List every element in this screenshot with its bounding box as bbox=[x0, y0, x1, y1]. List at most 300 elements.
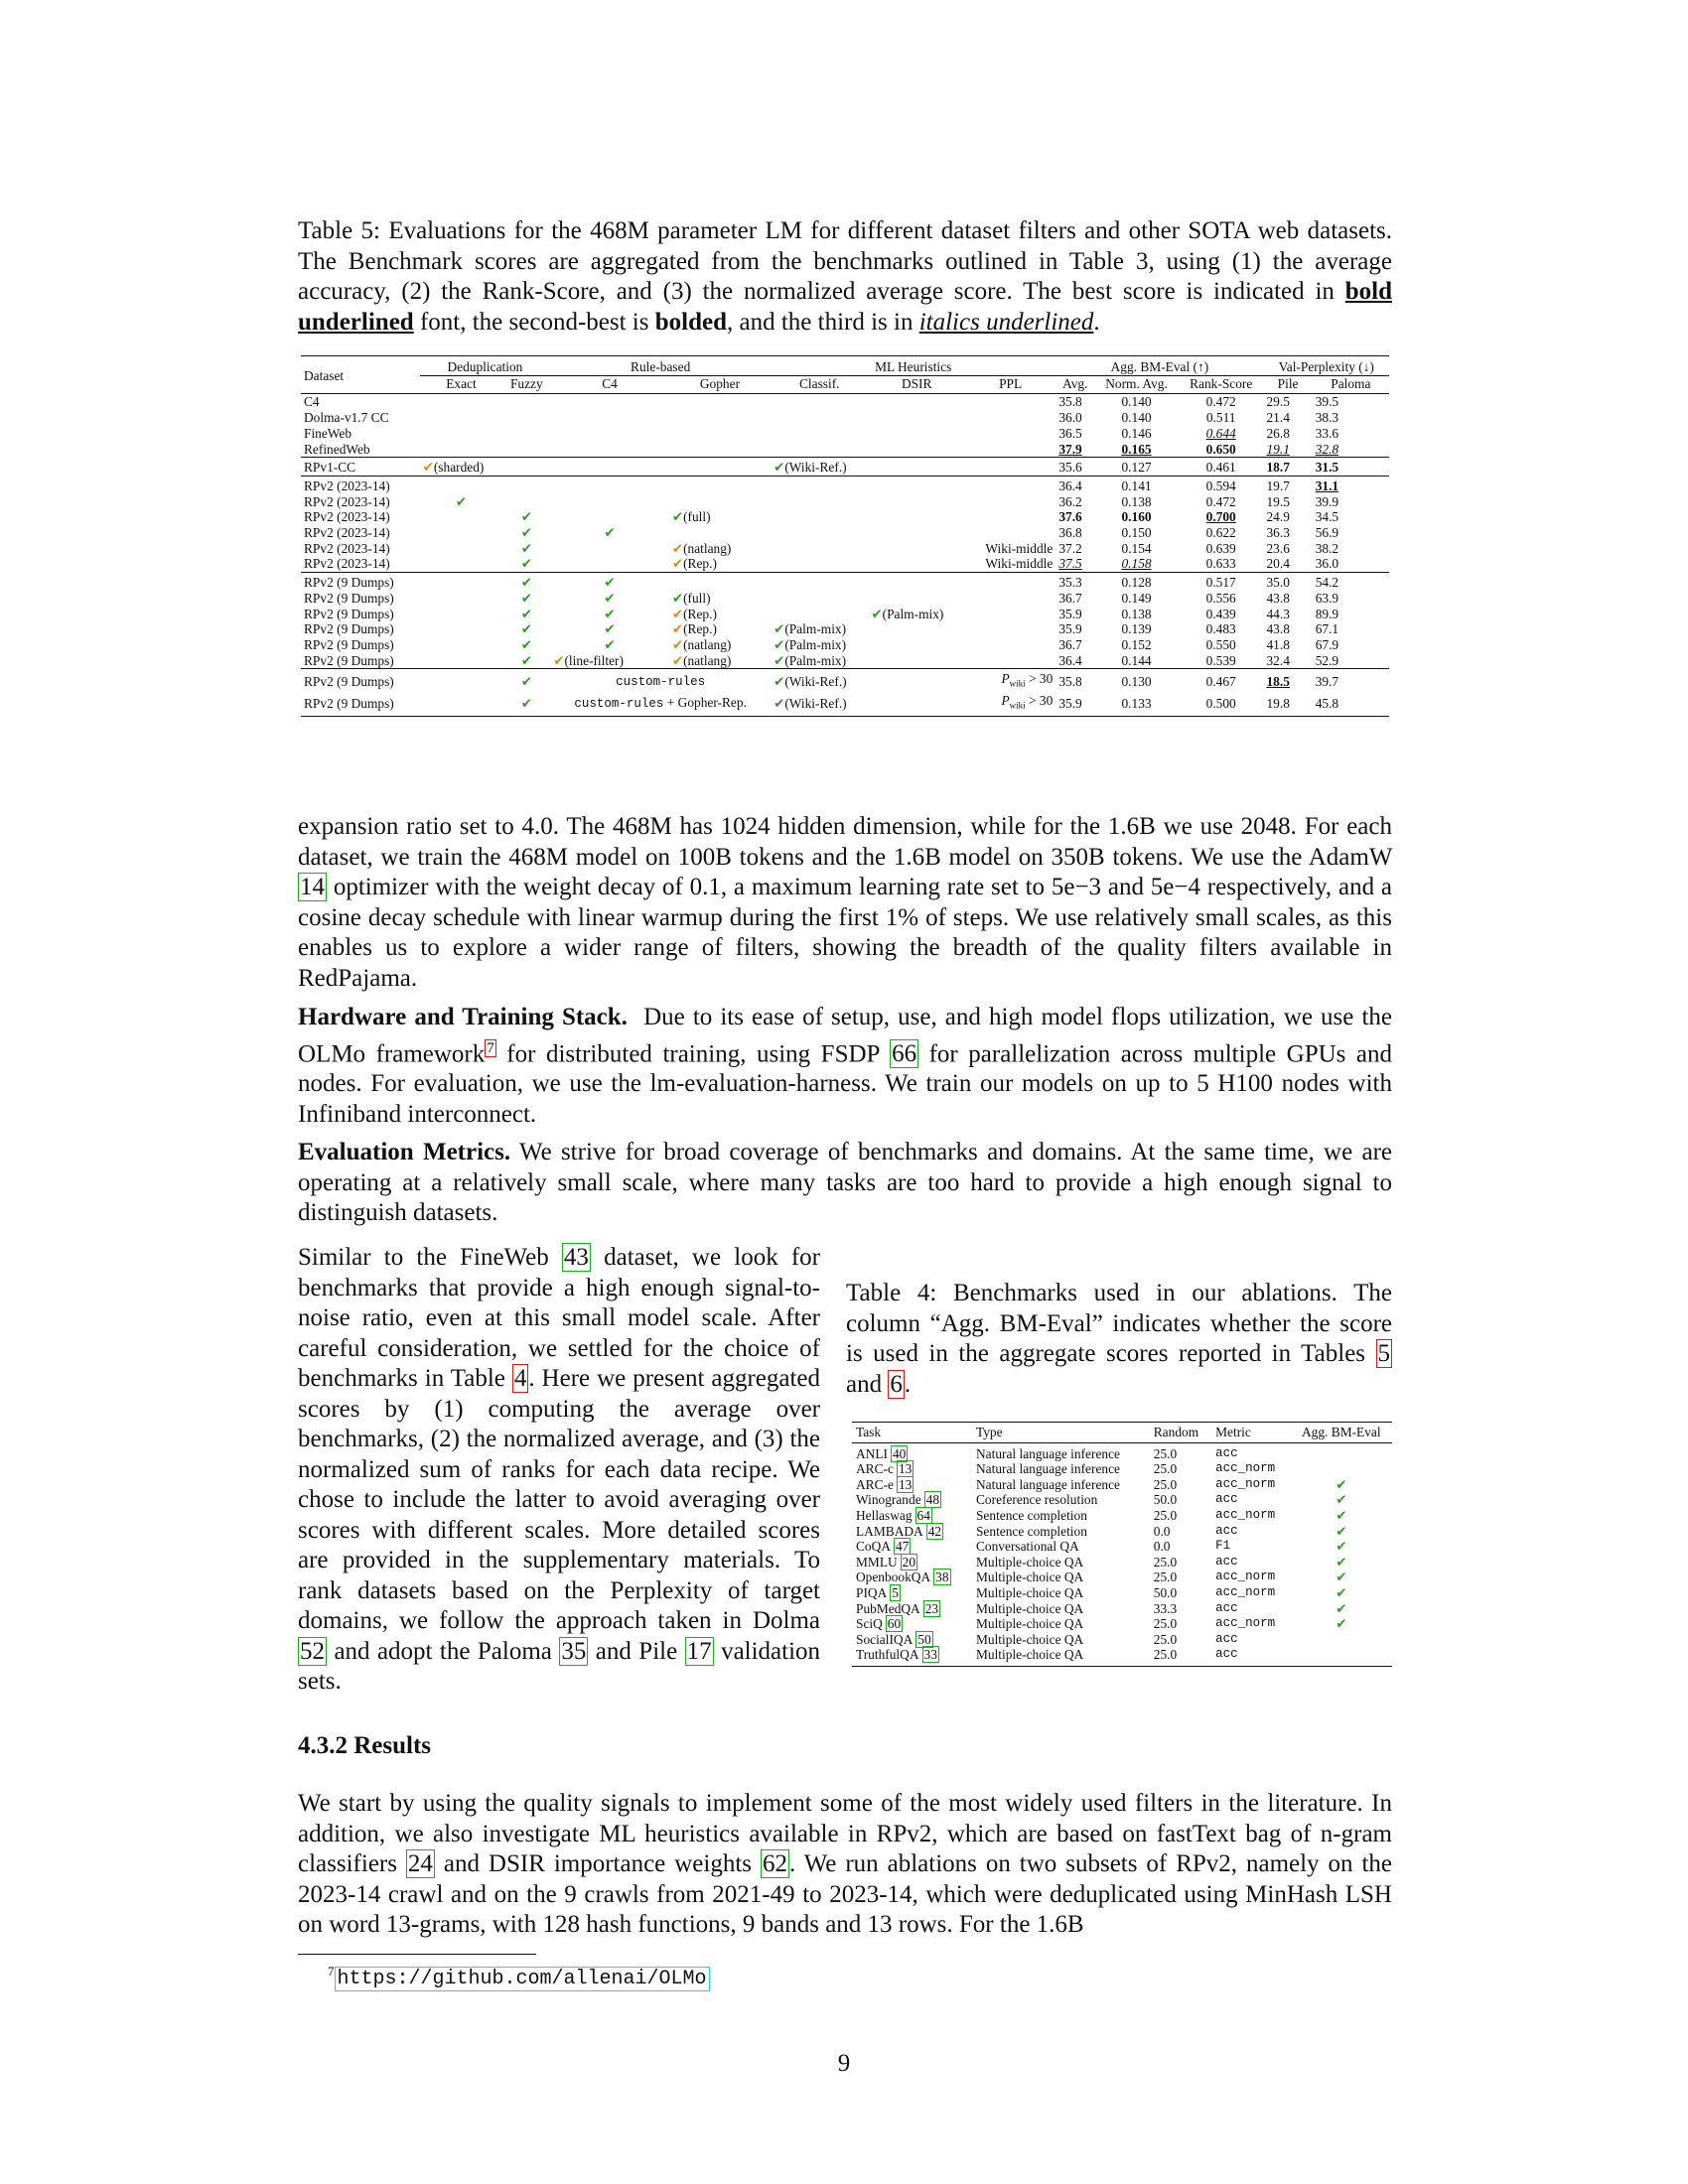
citation-link[interactable]: 52 bbox=[300, 1637, 325, 1665]
citation-link[interactable]: 35 bbox=[561, 1637, 587, 1665]
random-cell: 33.3 bbox=[1153, 1600, 1178, 1616]
pile-cell bbox=[1263, 591, 1312, 607]
dataset-cell bbox=[301, 525, 420, 541]
gopher-cell bbox=[669, 426, 771, 442]
norm-cell bbox=[1094, 410, 1179, 426]
paloma-value: 45.8 bbox=[1315, 695, 1339, 711]
gopher-cell bbox=[669, 573, 771, 591]
table-row bbox=[301, 556, 1389, 572]
norm-cell bbox=[1094, 426, 1179, 442]
paloma-value: 38.3 bbox=[1315, 410, 1339, 426]
norm-value: 0.165 bbox=[1121, 441, 1152, 457]
fuzzy-cell bbox=[502, 556, 550, 572]
paloma-value: 52.9 bbox=[1315, 652, 1339, 668]
checkmark-icon: ✔ bbox=[520, 636, 532, 652]
norm-cell bbox=[1094, 476, 1179, 493]
pile-value: 43.8 bbox=[1266, 590, 1290, 606]
ppl-cell bbox=[965, 607, 1055, 622]
avg-value: 35.8 bbox=[1058, 394, 1082, 410]
norm-value: 0.128 bbox=[1121, 575, 1152, 591]
paragraph-eval-metrics bbox=[298, 1138, 1392, 1229]
rank-cell bbox=[1179, 426, 1264, 442]
pile-value: 44.3 bbox=[1266, 606, 1290, 621]
dataset-cell bbox=[301, 591, 420, 607]
dataset-cell bbox=[301, 394, 420, 410]
classif-cell bbox=[771, 426, 868, 442]
citation-link[interactable]: 24 bbox=[407, 1850, 433, 1877]
citation-link[interactable]: 42 bbox=[927, 1523, 942, 1539]
dsir-cell bbox=[868, 669, 965, 693]
paloma-value: 56.9 bbox=[1315, 525, 1339, 541]
pile-value: 19.7 bbox=[1266, 478, 1290, 493]
citation-link[interactable]: 23 bbox=[924, 1600, 939, 1616]
task-cell bbox=[852, 1524, 972, 1540]
dsir-cell bbox=[868, 394, 965, 410]
paloma-value: 31.5 bbox=[1315, 460, 1339, 476]
footnote-rule bbox=[298, 1954, 536, 1955]
type-cell: Coreference resolution bbox=[975, 1492, 1098, 1508]
agg-cell: ✔ bbox=[1336, 1600, 1347, 1616]
metric-cell: acc_norm bbox=[1215, 1476, 1276, 1491]
paloma-cell bbox=[1313, 607, 1389, 622]
checkmark-icon: ✔ bbox=[604, 590, 616, 606]
table-row bbox=[852, 1647, 1392, 1666]
col-header: Paloma bbox=[1313, 375, 1389, 394]
table-row bbox=[852, 1601, 1392, 1617]
rank-cell bbox=[1179, 653, 1264, 669]
norm-cell bbox=[1094, 669, 1179, 693]
text: expansion ratio set to 4.0. The 468M has 1024 hidden dimension, while for the 1.6B we use 2048. For each dataset, we train the 468M model on 100B tokens and the 1.6B model on 350B tokens. We use the AdamW bbox=[298, 813, 1392, 871]
dataset-cell bbox=[301, 442, 420, 458]
col-header: Classif. bbox=[771, 375, 868, 394]
rank-value: 0.700 bbox=[1205, 509, 1236, 525]
checkmark-icon: ✔ bbox=[520, 575, 532, 591]
rank-cell bbox=[1179, 525, 1264, 541]
task-name: Winogrande bbox=[856, 1492, 921, 1508]
caption-text: Table 4: Benchmarks used in our ablations. The column “Agg. BM-Eval” indicates whether the score is used in the aggregate scores reported in Tables bbox=[846, 1280, 1392, 1367]
rank-cell bbox=[1179, 556, 1264, 572]
classif-cell bbox=[771, 693, 868, 717]
col-header: Avg. bbox=[1055, 375, 1094, 394]
gopher-note: (Rep.) bbox=[683, 621, 717, 637]
col-header: DSIR bbox=[868, 375, 965, 394]
table-row bbox=[301, 637, 1389, 653]
checkmark-icon: ✔ bbox=[604, 525, 616, 541]
dsir-cell bbox=[868, 458, 965, 477]
table-ref-link[interactable]: 5 bbox=[1377, 1340, 1390, 1367]
task-name: Hellaswag bbox=[856, 1507, 913, 1523]
citation-link[interactable]: 14 bbox=[300, 874, 325, 900]
dataset-cell bbox=[301, 556, 420, 572]
classif-cell bbox=[771, 509, 868, 525]
citation-link[interactable]: 64 bbox=[916, 1507, 930, 1523]
norm-cell bbox=[1094, 621, 1179, 637]
classif-cell bbox=[771, 556, 868, 572]
task-cell bbox=[852, 1570, 972, 1585]
dataset-name: RPv2 (9 Dumps) bbox=[304, 674, 394, 690]
dsir-cell bbox=[868, 410, 965, 426]
c4-cell bbox=[550, 494, 669, 510]
agg-cell: ✔ bbox=[1336, 1570, 1347, 1585]
table-row bbox=[301, 426, 1389, 442]
checkmark-icon: ✔ bbox=[553, 652, 565, 668]
paloma-value: 67.1 bbox=[1315, 621, 1339, 637]
avg-cell bbox=[1055, 458, 1094, 477]
rules-name: custom-rules bbox=[574, 696, 664, 711]
gopher-cell bbox=[669, 591, 771, 607]
table-row bbox=[301, 458, 1389, 477]
gopher-cell bbox=[669, 541, 771, 557]
norm-cell bbox=[1094, 637, 1179, 653]
random-cell: 25.0 bbox=[1153, 1570, 1178, 1585]
avg-cell bbox=[1055, 442, 1094, 458]
dsir-cell bbox=[868, 476, 965, 493]
citation-link[interactable]: 33 bbox=[923, 1647, 937, 1663]
pile-cell bbox=[1263, 442, 1312, 458]
norm-value: 0.138 bbox=[1121, 493, 1152, 509]
type-cell: Natural language inference bbox=[975, 1445, 1120, 1461]
ppl-cell bbox=[965, 410, 1055, 426]
metric-cell: acc bbox=[1211, 1647, 1290, 1666]
rank-cell bbox=[1179, 637, 1264, 653]
paloma-value: 63.9 bbox=[1315, 590, 1339, 606]
ppl-cell bbox=[965, 458, 1055, 477]
gopher-note: (natlang) bbox=[683, 540, 732, 556]
norm-value: 0.149 bbox=[1121, 590, 1152, 606]
classif-cell bbox=[771, 607, 868, 622]
dataset-cell bbox=[301, 607, 420, 622]
paloma-value: 32.8 bbox=[1315, 441, 1339, 457]
dataset-cell bbox=[301, 637, 420, 653]
dsir-cell bbox=[868, 525, 965, 541]
checkmark-icon: ✔ bbox=[520, 621, 532, 637]
caption-italic-underlined: italics underlined bbox=[918, 308, 1094, 336]
paloma-value: 54.2 bbox=[1315, 575, 1339, 591]
rank-cell bbox=[1179, 541, 1264, 557]
pile-cell bbox=[1263, 476, 1312, 493]
dataset-name: RPv2 (2023-14) bbox=[304, 540, 390, 556]
group-ml-heuristics: ML Heuristics bbox=[771, 356, 1055, 376]
task-name: TruthfulQA bbox=[856, 1647, 919, 1663]
citation-link[interactable]: 47 bbox=[895, 1539, 910, 1555]
c4-cell bbox=[550, 653, 669, 669]
rank-value: 0.594 bbox=[1205, 478, 1236, 493]
pile-value: 18.5 bbox=[1266, 674, 1290, 690]
norm-value: 0.127 bbox=[1121, 460, 1152, 476]
pile-cell bbox=[1263, 525, 1312, 541]
norm-value: 0.154 bbox=[1121, 540, 1152, 556]
dataset-cell bbox=[301, 653, 420, 669]
citation-link[interactable]: 13 bbox=[898, 1476, 913, 1492]
avg-value: 36.7 bbox=[1058, 590, 1082, 606]
exact-cell bbox=[420, 442, 503, 458]
type-cell: Multiple-choice QA bbox=[975, 1554, 1084, 1570]
avg-value: 36.4 bbox=[1058, 652, 1082, 668]
citation-link[interactable]: 38 bbox=[935, 1570, 949, 1585]
exact-cell bbox=[420, 525, 503, 541]
paragraph-training bbox=[298, 812, 1392, 994]
task-cell bbox=[852, 1477, 972, 1493]
text: for parallelization across multiple GPUs and nodes. For evaluation, we use the lm-evaluation-harness. We train our models on up to 5 H100 nodes with Infiniband interconnect. bbox=[298, 1039, 1393, 1128]
classif-cell bbox=[771, 591, 868, 607]
rank-cell bbox=[1179, 394, 1264, 410]
pile-value: 18.7 bbox=[1266, 460, 1290, 476]
task-cell bbox=[852, 1539, 972, 1555]
paloma-value: 39.9 bbox=[1315, 493, 1339, 509]
avg-cell bbox=[1055, 637, 1094, 653]
dataset-name: RPv2 (2023-14) bbox=[304, 493, 390, 509]
exact-cell bbox=[420, 556, 503, 572]
paloma-cell bbox=[1313, 394, 1389, 410]
citation-link[interactable]: 40 bbox=[892, 1445, 907, 1461]
agg-cell bbox=[1291, 1461, 1392, 1477]
classif-cell bbox=[771, 541, 868, 557]
table-row bbox=[852, 1570, 1392, 1585]
norm-cell bbox=[1094, 693, 1179, 717]
dataset-cell bbox=[301, 426, 420, 442]
paloma-cell bbox=[1313, 556, 1389, 572]
dataset-cell bbox=[301, 494, 420, 510]
paloma-value: 39.7 bbox=[1315, 674, 1339, 690]
exact-cell bbox=[420, 669, 503, 693]
paragraph-heading: Hardware and Training Stack. bbox=[298, 1004, 628, 1030]
paloma-cell bbox=[1313, 591, 1389, 607]
dsir-cell bbox=[868, 426, 965, 442]
citation-link[interactable]: 13 bbox=[898, 1461, 913, 1477]
random-cell: 25.0 bbox=[1153, 1461, 1178, 1477]
table-row bbox=[301, 476, 1389, 493]
avg-cell bbox=[1055, 591, 1094, 607]
dataset-name: RPv2 (9 Dumps) bbox=[304, 652, 394, 668]
dataset-name: RPv2 (9 Dumps) bbox=[304, 590, 394, 606]
checkmark-icon: ✔ bbox=[520, 695, 532, 711]
table-row bbox=[301, 525, 1389, 541]
checkmark-icon: ✔ bbox=[774, 636, 785, 652]
fuzzy-cell bbox=[502, 573, 550, 591]
citation-link[interactable]: 5 bbox=[892, 1584, 899, 1600]
metric-cell: acc_norm bbox=[1215, 1584, 1276, 1599]
avg-value: 37.6 bbox=[1058, 509, 1082, 525]
pile-cell bbox=[1263, 410, 1312, 426]
paragraph-benchmarks bbox=[298, 1243, 820, 1698]
citation-link[interactable]: 43 bbox=[563, 1244, 589, 1271]
dataset-name: RPv2 (9 Dumps) bbox=[304, 606, 394, 621]
col-header: Norm. Avg. bbox=[1094, 375, 1179, 394]
rank-value: 0.500 bbox=[1205, 695, 1236, 711]
task-cell bbox=[852, 1632, 972, 1648]
ppl-threshold: > 30 bbox=[1025, 671, 1054, 687]
avg-cell bbox=[1055, 476, 1094, 493]
task-cell bbox=[852, 1508, 972, 1524]
citation-link[interactable]: 20 bbox=[902, 1554, 916, 1570]
gopher-cell bbox=[669, 476, 771, 493]
rank-value: 0.550 bbox=[1205, 636, 1236, 652]
task-cell bbox=[852, 1555, 972, 1570]
norm-value: 0.152 bbox=[1121, 636, 1152, 652]
checkmark-icon: ✔ bbox=[871, 606, 883, 621]
gopher-cell bbox=[669, 637, 771, 653]
gopher-note: (full) bbox=[683, 590, 711, 606]
pile-value: 29.5 bbox=[1266, 394, 1290, 410]
citation-link[interactable]: 17 bbox=[686, 1637, 712, 1665]
pile-cell bbox=[1263, 637, 1312, 653]
avg-value: 37.9 bbox=[1058, 441, 1082, 457]
fuzzy-cell bbox=[502, 426, 550, 442]
citation-link[interactable]: 62 bbox=[762, 1850, 787, 1877]
pile-value: 26.8 bbox=[1266, 425, 1290, 441]
c4-cell bbox=[550, 607, 669, 622]
classif-note: (Palm-mix) bbox=[784, 652, 847, 668]
citation-link[interactable]: 48 bbox=[925, 1492, 940, 1508]
metric-cell: F1 bbox=[1215, 1539, 1231, 1554]
table-ref-link[interactable]: 6 bbox=[890, 1370, 903, 1398]
fuzzy-cell bbox=[502, 693, 550, 717]
citation-link[interactable]: 60 bbox=[887, 1616, 902, 1632]
ppl-cell bbox=[965, 476, 1055, 493]
table-ref-link[interactable]: 4 bbox=[513, 1365, 527, 1392]
metric-cell: acc_norm bbox=[1215, 1507, 1276, 1522]
random-cell: 25.0 bbox=[1153, 1554, 1178, 1570]
table-row bbox=[301, 541, 1389, 557]
norm-value: 0.138 bbox=[1121, 606, 1152, 621]
fuzzy-cell bbox=[502, 541, 550, 557]
dataset-name: RPv2 (9 Dumps) bbox=[304, 575, 394, 591]
pile-cell bbox=[1263, 621, 1312, 637]
table-row bbox=[852, 1616, 1392, 1632]
fuzzy-cell bbox=[502, 394, 550, 410]
ppl-cell bbox=[965, 509, 1055, 525]
text: validation sets. bbox=[298, 1637, 821, 1695]
pile-value: 43.8 bbox=[1266, 621, 1290, 637]
norm-cell bbox=[1094, 541, 1179, 557]
type-cell: Multiple-choice QA bbox=[975, 1600, 1084, 1616]
checkmark-icon: ✔ bbox=[604, 606, 616, 621]
gopher-note: (full) bbox=[683, 509, 711, 525]
footnote-link[interactable]: 7 bbox=[487, 1039, 494, 1056]
section-heading: 4.3.2 Results bbox=[298, 1732, 432, 1759]
checkmark-icon: ✔ bbox=[774, 695, 785, 711]
paloma-cell bbox=[1313, 410, 1389, 426]
pile-value: 19.8 bbox=[1266, 695, 1290, 711]
task-cell bbox=[852, 1442, 972, 1461]
table-row bbox=[852, 1524, 1392, 1540]
task-cell bbox=[852, 1585, 972, 1601]
col-header: Rank-Score bbox=[1179, 375, 1264, 394]
exact-note: (sharded) bbox=[433, 460, 485, 476]
agg-cell: ✔ bbox=[1336, 1507, 1347, 1523]
checkmark-icon: ✔ bbox=[520, 509, 532, 525]
type-cell: Sentence completion bbox=[975, 1507, 1087, 1523]
checkmark-icon: ✔ bbox=[604, 636, 616, 652]
dsir-cell bbox=[868, 607, 965, 622]
checkmark-icon: ✔ bbox=[455, 493, 468, 509]
exact-cell bbox=[420, 693, 503, 717]
c4-cell bbox=[550, 573, 669, 591]
c4-cell bbox=[550, 525, 669, 541]
fuzzy-cell bbox=[502, 591, 550, 607]
dsir-cell bbox=[868, 509, 965, 525]
metric-cell: acc bbox=[1215, 1554, 1238, 1569]
rank-value: 0.622 bbox=[1205, 525, 1236, 541]
group-val-perplexity: Val-Perplexity (↓) bbox=[1263, 356, 1389, 376]
rank-value: 0.517 bbox=[1205, 575, 1236, 591]
checkmark-icon: ✔ bbox=[671, 652, 684, 668]
text: Due to its ease of setup, use, and high model flops utilization, we use the OLMo framework bbox=[298, 1004, 1392, 1067]
checkmark-icon: ✔ bbox=[774, 621, 785, 637]
agg-cell bbox=[1291, 1647, 1392, 1666]
text: and Pile bbox=[595, 1637, 678, 1665]
exact-cell bbox=[420, 573, 503, 591]
avg-cell bbox=[1055, 693, 1094, 717]
type-cell: Multiple-choice QA bbox=[972, 1647, 1150, 1666]
avg-cell bbox=[1055, 621, 1094, 637]
paragraph-hardware bbox=[298, 1003, 1392, 1130]
task-name: PubMedQA bbox=[856, 1600, 920, 1616]
checkmark-icon: ✔ bbox=[671, 540, 684, 556]
avg-cell bbox=[1055, 509, 1094, 525]
avg-cell bbox=[1055, 394, 1094, 410]
pile-value: 35.0 bbox=[1266, 575, 1290, 591]
col-header: PPL bbox=[965, 375, 1055, 394]
checkmark-icon: ✔ bbox=[520, 606, 532, 621]
gopher-cell bbox=[669, 621, 771, 637]
task-name: SciQ bbox=[856, 1616, 883, 1632]
random-cell: 25.0 bbox=[1153, 1616, 1178, 1632]
checkmark-icon: ✔ bbox=[671, 590, 684, 606]
fuzzy-cell bbox=[502, 509, 550, 525]
ppl-cell bbox=[965, 653, 1055, 669]
group-dedup: Deduplication bbox=[420, 356, 551, 376]
paloma-cell bbox=[1313, 669, 1389, 693]
ppl-cell bbox=[965, 394, 1055, 410]
citation-link[interactable]: 50 bbox=[917, 1631, 931, 1647]
agg-cell: ✔ bbox=[1336, 1476, 1347, 1492]
random-cell: 50.0 bbox=[1153, 1492, 1178, 1508]
citation-link[interactable]: 66 bbox=[892, 1039, 917, 1067]
ppl-cell bbox=[965, 426, 1055, 442]
random-cell: 0.0 bbox=[1153, 1539, 1171, 1555]
text: We start by using the quality signals to implement some of the most widely used filters in the literature. In addition, we also investigate ML heuristics available in RPv2, which are based on fastText bag of n-gram classifiers bbox=[298, 1790, 1392, 1877]
footnote-url-link[interactable]: https://github.com/allenai/OLMo bbox=[335, 1967, 710, 1991]
dsir-cell bbox=[868, 541, 965, 557]
classif-note: (Wiki-Ref.) bbox=[784, 460, 847, 476]
pile-value: 21.4 bbox=[1266, 410, 1290, 426]
task-cell bbox=[852, 1461, 972, 1477]
dataset-name: RPv2 (9 Dumps) bbox=[304, 621, 394, 637]
c4-cell bbox=[550, 426, 669, 442]
norm-value: 0.158 bbox=[1121, 556, 1152, 572]
paloma-value: 89.9 bbox=[1315, 606, 1339, 621]
classif-cell bbox=[771, 410, 868, 426]
norm-value: 0.141 bbox=[1121, 478, 1152, 493]
paloma-cell bbox=[1313, 693, 1389, 717]
c4-note: (line-filter) bbox=[564, 652, 624, 668]
norm-value: 0.140 bbox=[1121, 394, 1152, 410]
exact-cell bbox=[420, 607, 503, 622]
rank-value: 0.511 bbox=[1205, 410, 1236, 426]
checkmark-icon: ✔ bbox=[774, 652, 785, 668]
pile-cell bbox=[1263, 693, 1312, 717]
norm-cell bbox=[1094, 653, 1179, 669]
norm-cell bbox=[1094, 494, 1179, 510]
fuzzy-cell bbox=[502, 525, 550, 541]
pile-cell bbox=[1263, 607, 1312, 622]
metric-cell: acc_norm bbox=[1215, 1570, 1276, 1584]
checkmark-icon: ✔ bbox=[671, 556, 684, 572]
exact-cell bbox=[420, 494, 503, 510]
rank-value: 0.461 bbox=[1205, 460, 1236, 476]
metric-cell: acc bbox=[1215, 1600, 1238, 1615]
